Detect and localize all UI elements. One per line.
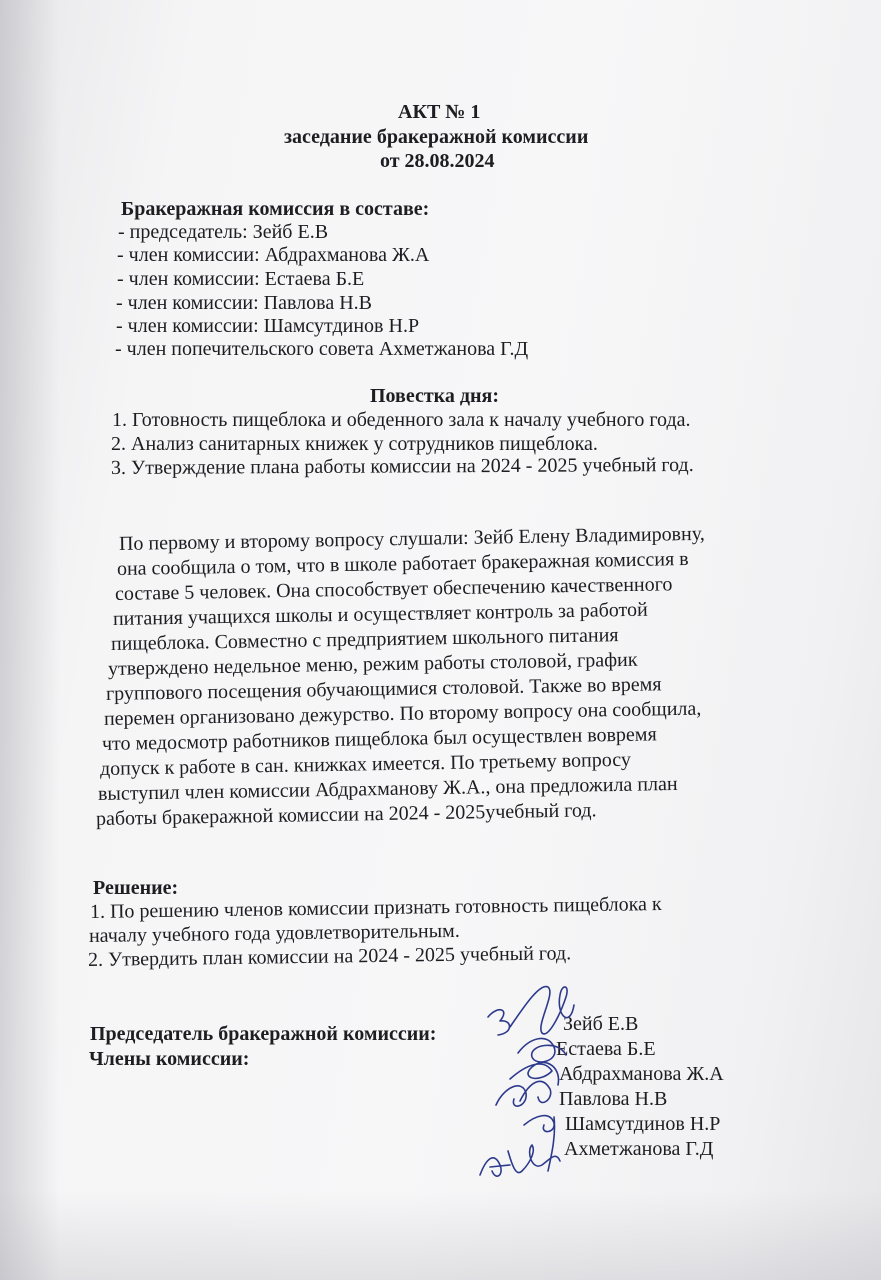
member-line: - член комиссии: Павлова Н.В	[116, 292, 372, 314]
body-line: По первому и второму вопросу слушали: Зейб Елену Владимировну,	[118, 522, 705, 555]
member-line: - член комиссии: Естаева Б.Е	[117, 268, 365, 290]
agenda-item: 2. Анализ санитарных книжек у сотрудников пищеблока.	[111, 433, 598, 455]
document-title: АКТ № 1	[398, 101, 481, 123]
signatory-name: Зейб Е.В	[563, 1013, 639, 1035]
member-line: - член комиссии: Абдрахманова Ж.А	[117, 244, 430, 266]
decision-heading: Решение:	[93, 877, 179, 899]
page-shadow-left	[0, 0, 60, 1280]
signatory-name: Ахметжанова Г.Д	[564, 1138, 714, 1160]
agenda-heading: Повестка дня:	[370, 385, 500, 407]
body-line: перемен организовано дежурство. По второму вопросу она сообщила,	[103, 697, 702, 730]
members-label: Члены комиссии:	[89, 1048, 250, 1070]
signatory-name: Естаева Б.Е	[556, 1038, 656, 1060]
composition-heading: Бракеражная комиссия в составе:	[121, 198, 430, 220]
signatory-name: Павлова Н.В	[559, 1088, 668, 1110]
decision-line: 2. Утвердить план комиссии на 2024 - 2025 учебный год.	[87, 942, 572, 971]
member-line: - член комиссии: Шамсутдинов Н.Р	[116, 315, 420, 337]
document-date: от 28.08.2024	[380, 150, 495, 172]
agenda-item: 1. Готовность пищеблока и обеденного зала к началу учебного года.	[112, 409, 691, 431]
body-line: составе 5 человек. Она способствует обеспечению качественного	[114, 573, 673, 605]
member-line: - член попечительского совета Ахметжанова Г.Д	[115, 338, 529, 360]
page-shadow-bottom	[0, 1190, 881, 1280]
decision-line: 1. По решению членов комиссии признать готовность пищеблока к	[89, 893, 662, 923]
document-subtitle: заседание бракеражной комиссии	[284, 126, 589, 148]
body-line: группового посещения обучающимися столовой. Также во время	[105, 673, 662, 705]
chair-label: Председатель бракеражной комиссии:	[90, 1023, 437, 1045]
body-line: что медосмотр работников пищеблока был осуществлен вовремя	[101, 723, 657, 755]
body-line: утверждено недельное меню, режим работы столовой, график	[107, 648, 638, 680]
body-line: выступил член комиссии Абдрахманову Ж.А., она предложила план	[97, 772, 678, 805]
body-line: она сообщила о том, что в школе работает бракеражная комиссия в	[116, 548, 689, 580]
handwritten-signatures	[470, 975, 600, 1195]
body-line: работы бракеражной комиссии на 2024 - 2025учебный год.	[95, 799, 597, 830]
member-line: - председатель: Зейб Е.В	[118, 221, 329, 243]
body-line: пищеблока. Совместно с предприятием школьного питания	[110, 624, 619, 655]
body-line: допуск к работе в сан. книжках имеется. По третьему вопросу	[99, 748, 632, 780]
signatory-name: Абдрахманова Ж.А	[559, 1063, 724, 1085]
body-line: питания учащихся школы и осуществляет контроль за работой	[112, 598, 648, 630]
decision-line: началу учебного года удовлетворительным.	[88, 919, 460, 947]
agenda-item: 3. Утверждение плана работы комиссии на 2024 - 2025 учебный год.	[110, 453, 694, 479]
signatory-name: Шамсутдинов Н.Р	[565, 1113, 721, 1135]
